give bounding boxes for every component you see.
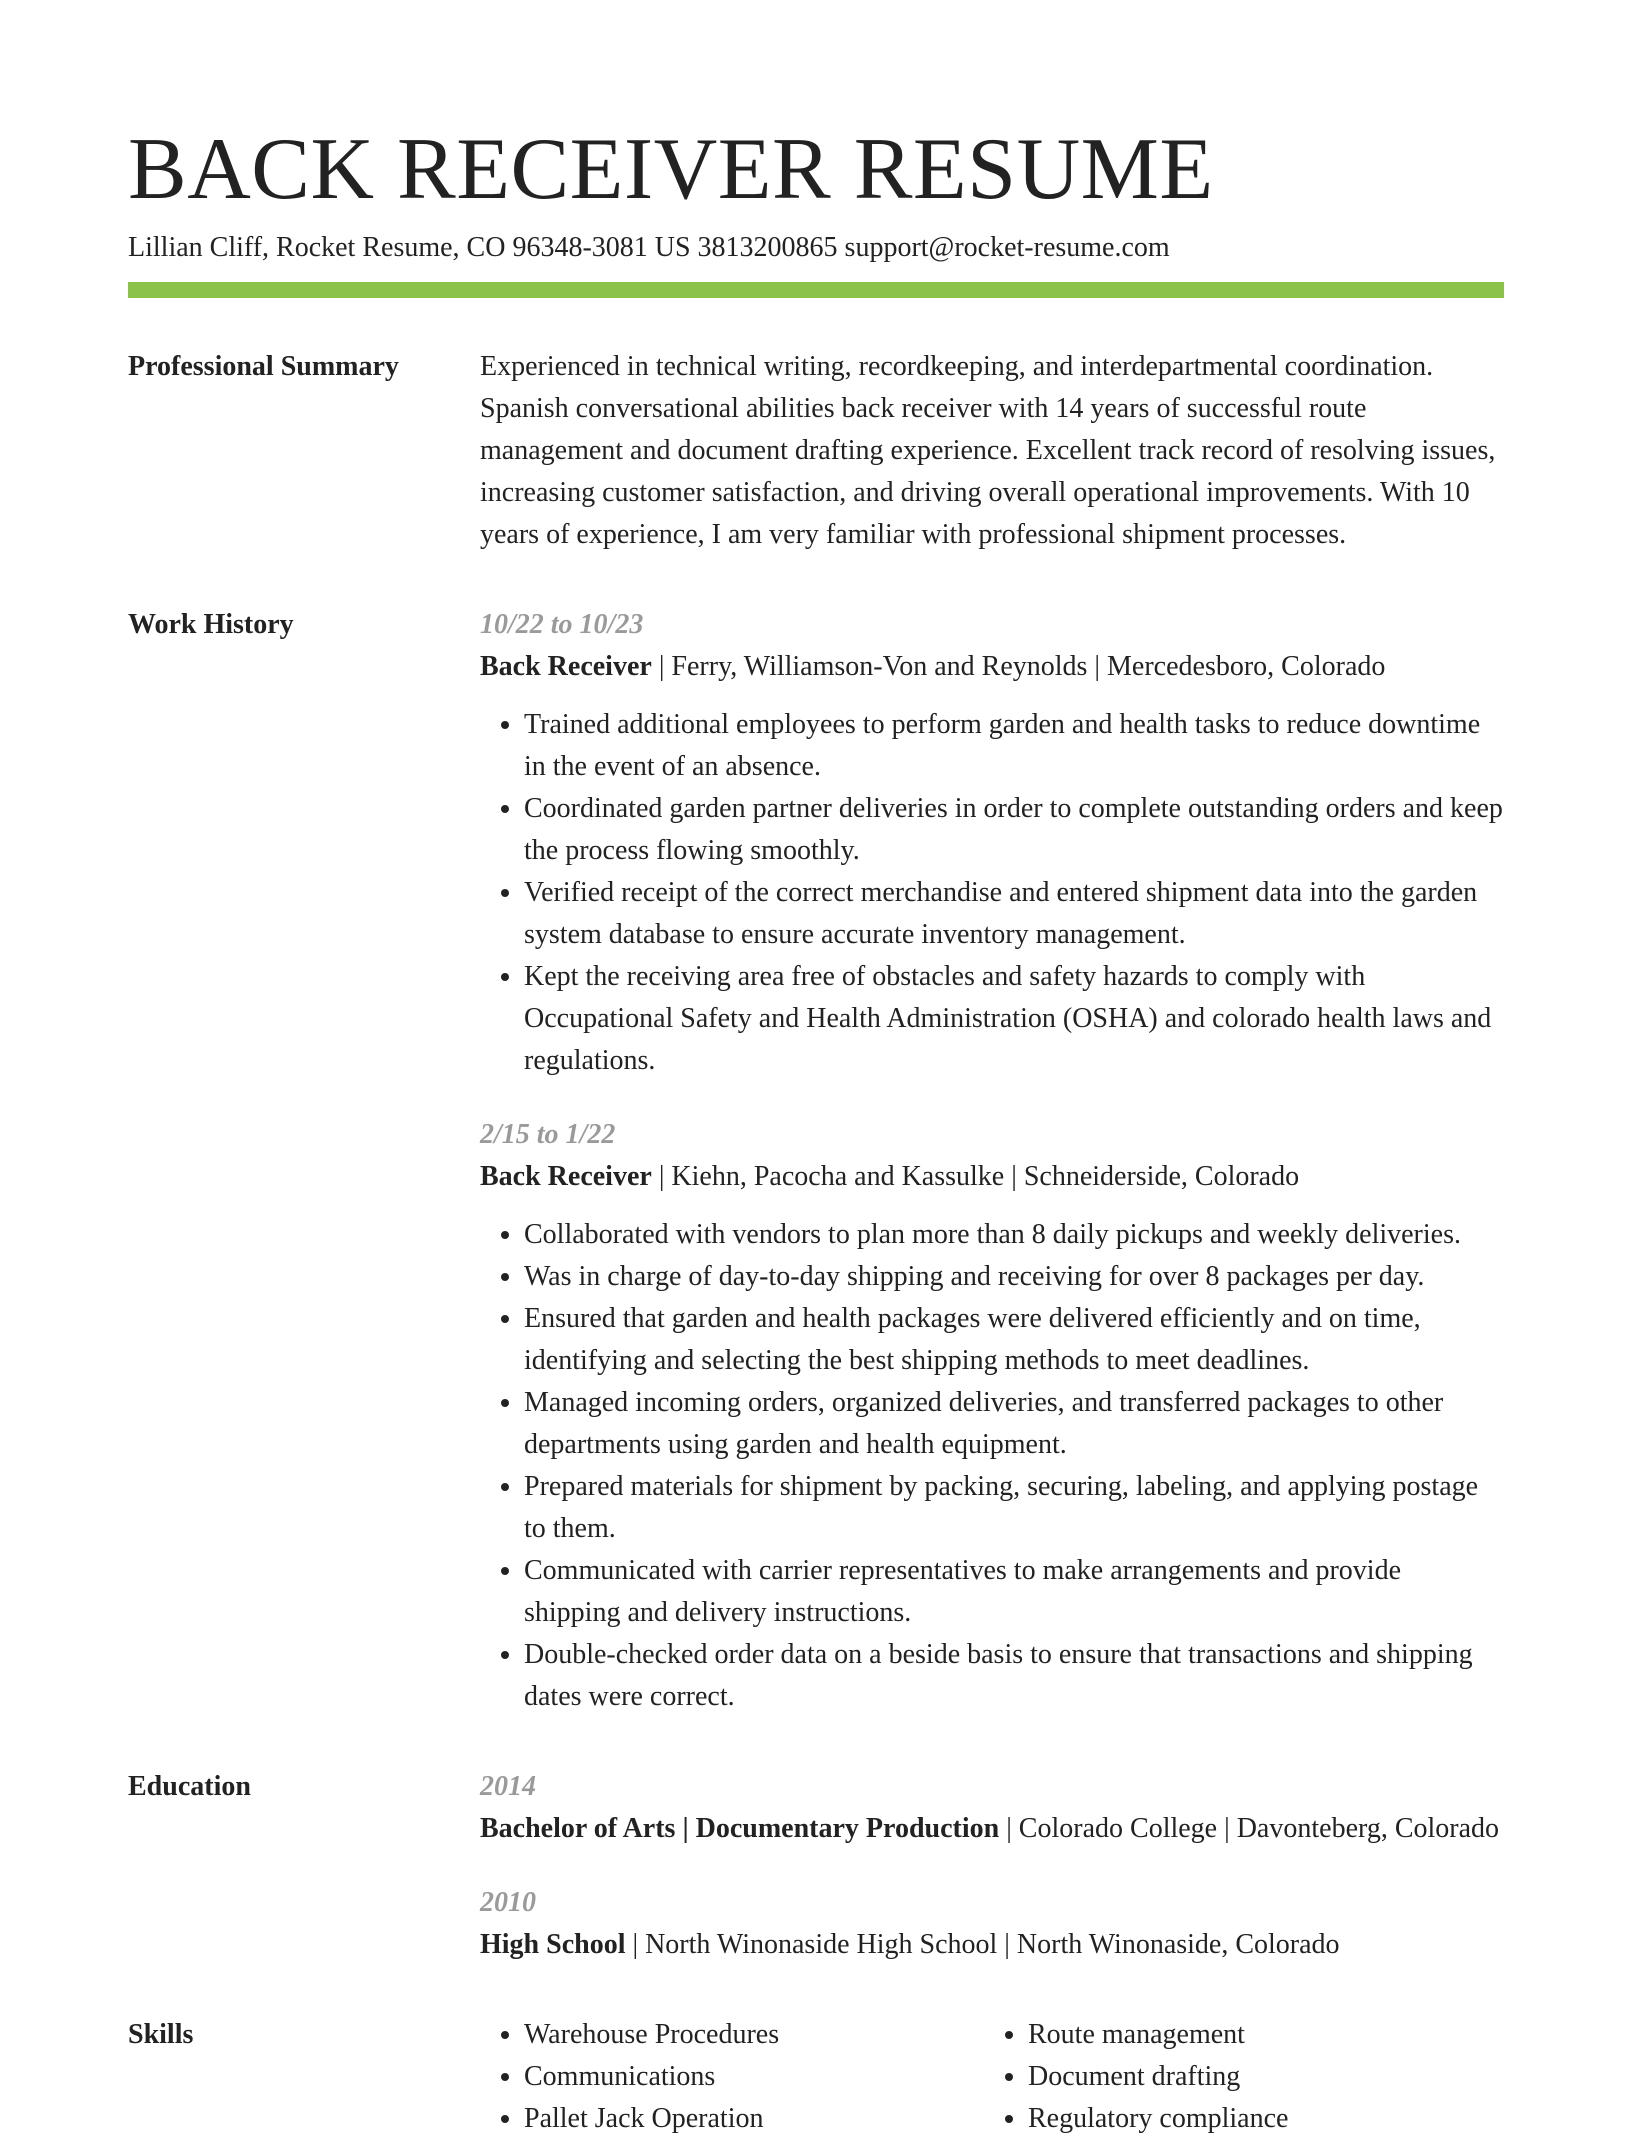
skills-columns (480, 2014, 1504, 2140)
resume-title: BACK RECEIVER RESUME (128, 121, 1214, 218)
education-details: | North Winonaside High School | North Winonaside, Colorado (625, 1929, 1340, 1960)
job-bullet: • Communicated with carrier representatives to make arrangements and provide shipping and delivery instructions. (524, 1550, 1504, 1634)
section-summary (128, 346, 1504, 556)
job-bullet: • Managed incoming orders, organized deliveries, and transferred packages to other departments using garden and health equipment. (524, 1382, 1504, 1466)
education-entry (480, 1882, 1504, 1966)
skills-list-right (984, 2014, 1488, 2140)
job-bullet: • Trained additional employees to perform garden and health tasks to reduce downtime in the event of an absence. (524, 704, 1504, 788)
job-bullet: • Was in charge of day-to-day shipping and receiving for over 8 packages per day. (524, 1256, 1504, 1298)
section-skills (128, 2014, 1504, 2140)
skill-item: • Communications (524, 2056, 984, 2098)
job-bullet: • Verified receipt of the correct merchandise and entered shipment data into the garden system database to ensure accurate inventory management. (524, 872, 1504, 956)
accent-divider (128, 282, 1504, 298)
skill-item: • Regulatory compliance (1028, 2098, 1488, 2140)
work-history-body (480, 604, 1504, 1718)
job-bullet: • Collaborated with vendors to plan more than 8 daily pickups and weekly deliveries. (524, 1214, 1504, 1256)
education-line (480, 1808, 1504, 1850)
section-work-history (128, 604, 1504, 1718)
job-entry (480, 1114, 1504, 1718)
education-details: | Colorado College | Davonteberg, Colorado (999, 1813, 1500, 1844)
job-entry (480, 604, 1504, 1082)
job-bullet: • Kept the receiving area free of obstacles and safety hazards to comply with Occupational Safety and Health Administration (OSHA) and colorado health laws and regulations. (524, 956, 1504, 1082)
education-year: 2014 (480, 1771, 536, 1802)
job-role-line (480, 1156, 1504, 1198)
education-degree: Bachelor of Arts | Documentary Production (480, 1813, 1000, 1844)
job-title: Back Receiver (480, 651, 652, 682)
section-education (128, 1766, 1504, 1966)
job-details: | Kiehn, Pacocha and Kassulke | Schneiderside, Colorado (651, 1161, 1300, 1192)
education-body (480, 1766, 1504, 1966)
education-degree: High School (480, 1929, 626, 1960)
section-label-summary: Professional Summary (128, 351, 399, 382)
section-label-skills: Skills (128, 2019, 194, 2050)
skill-item: • Warehouse Procedures (524, 2014, 984, 2056)
summary-text: Experienced in technical writing, recordkeeping, and interdepartmental coordination. Spanish conversational abilities back receiver with 14 years of successful route management and document drafting experience. Excellent track record of resolving issues, increasing customer satisfaction, and driving overall operational improvements. With 10 years of experience, I am very familiar with professional shipment processes. (480, 351, 1496, 550)
summary-body (480, 346, 1504, 556)
job-dates: 10/22 to 10/23 (480, 609, 644, 640)
education-year: 2010 (480, 1887, 536, 1918)
job-bullets (480, 704, 1504, 1082)
skills-list-left (480, 2014, 984, 2140)
job-details: | Ferry, Williamson-Von and Reynolds | Mercedesboro, Colorado (651, 651, 1386, 682)
skill-item: • Route management (1028, 2014, 1488, 2056)
skill-item: • Pallet Jack Operation (524, 2098, 984, 2140)
section-label-work-history: Work History (128, 609, 294, 640)
skills-body (480, 2014, 1504, 2140)
section-label-education: Education (128, 1771, 251, 1802)
job-title: Back Receiver (480, 1161, 652, 1192)
resume-page (128, 0, 1504, 2140)
job-bullet: • Ensured that garden and health packages were delivered efficiently and on time, identifying and selecting the best shipping methods to meet deadlines. (524, 1298, 1504, 1382)
job-bullet: • Coordinated garden partner deliveries in order to complete outstanding orders and keep the process flowing smoothly. (524, 788, 1504, 872)
education-entry (480, 1766, 1504, 1850)
skill-item: • Document drafting (1028, 2056, 1488, 2098)
job-bullets (480, 1214, 1504, 1718)
job-bullet: • Prepared materials for shipment by packing, securing, labeling, and applying postage to them. (524, 1466, 1504, 1550)
job-bullet: • Double-checked order data on a beside basis to ensure that transactions and shipping dates were correct. (524, 1634, 1504, 1718)
job-role-line (480, 646, 1504, 688)
job-dates: 2/15 to 1/22 (480, 1119, 616, 1150)
education-line (480, 1924, 1504, 1966)
contact-line: Lillian Cliff, Rocket Resume, CO 96348-3081 US 3813200865 support@rocket-resume.com (128, 232, 1170, 263)
